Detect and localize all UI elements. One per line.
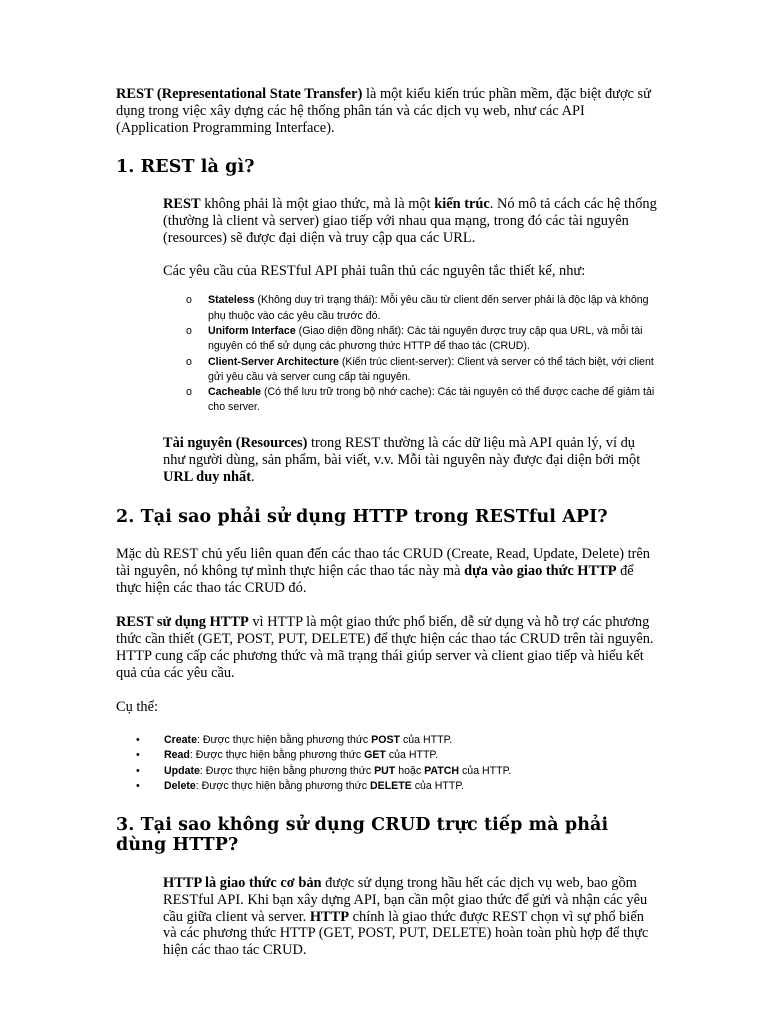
bullet-icon: • [136, 749, 140, 762]
principle-desc: (Không duy trì trạng thái): Mỗi yêu cầu từ client đến server phải là độc lập và không phụ thuộc vào các yêu cầu trước đó. [208, 294, 649, 322]
text-span: : Được thực hiện bằng phương thức [189, 749, 365, 762]
text-span: : Được thực hiện bằng phương thức [196, 733, 372, 746]
rest-definition-paragraph [163, 196, 658, 247]
text-span: . [250, 468, 255, 485]
text-span: : Được thực hiện bằng phương thức [199, 764, 375, 777]
bold-http-reliance: dựa vào giao thức HTTP [464, 563, 617, 580]
bold-kien-truc: kiến trúc [434, 195, 490, 212]
text-span: chính là giao thức được REST chọn vì sự phổ biến và các phương thức HTTP (GET, POST, PUT, DELETE) hoàn toàn phù hợp để thực hiện các thao tác CRUD. [163, 908, 649, 959]
section-3-body [116, 875, 658, 960]
resources-block [116, 435, 658, 486]
circle-bullet-icon: o [186, 294, 192, 307]
bold-resources: Tài nguyên (Resources) [163, 434, 308, 451]
http-method: GET [364, 749, 386, 762]
intro-term: REST (Representational State Transfer) [116, 86, 363, 102]
list-item [136, 733, 658, 749]
list-item [136, 779, 658, 795]
section-1-heading: 1. REST là gì? [116, 156, 255, 177]
bullet-icon: • [136, 733, 140, 746]
list-item [162, 324, 658, 355]
bold-rest: REST [163, 195, 201, 212]
principle-name: Uniform Interface [208, 324, 296, 337]
crud-paragraph [116, 546, 658, 597]
intro-text: là một kiểu kiến trúc phần mềm, đặc biệt được sử dụng trong việc xây dựng các hệ thống phân tán và các dịch vụ web, như các API (Application Programming Interface). [116, 86, 651, 136]
section-3-heading: 3. Tại sao không sử dụng CRUD trực tiếp mà phải dùng HTTP? [116, 814, 609, 855]
principle-desc: (Giao diện đồng nhất): Các tài nguyên được truy cập qua URL, và mỗi tài nguyên có thể sử dụng các phương thức HTTP để thao tác (CRUD). [208, 324, 643, 353]
http-method: POST [371, 733, 401, 746]
text-span: vì HTTP là một giao thức phổ biến, dễ sử dụng và hỗ trợ các phương thức cần thiết (GET, POST, PUT, DELETE) để thực hiện các thao tác CRUD trên tài nguyên. HTTP cung cấp các phương thức và mã trạng thái giúp server và client giao tiếp và hiểu kết quả của các yêu cầu. [116, 614, 654, 681]
rest-uses-http-paragraph [116, 614, 658, 682]
http-basic-paragraph [163, 875, 658, 960]
bold-http: HTTP [309, 908, 350, 925]
text-span: : Được thực hiện bằng phương thức [195, 780, 370, 793]
intro-paragraph [116, 86, 658, 137]
http-method: PUT [374, 764, 396, 777]
principle-name: Client-Server Architecture [208, 355, 339, 368]
principle-desc: (Có thể lưu trữ trong bộ nhớ cache): Các tài nguyên có thể được cache để giảm tải cho server. [208, 386, 655, 414]
text-span: của HTTP. [385, 749, 439, 762]
principles-list [116, 293, 658, 415]
text-span: trong REST thường là các dữ liệu mà API quản lý, ví dụ như người dùng, sản phẩm, bài viết, v.v. Mỗi tài nguyên này được đại diện bởi một [163, 434, 641, 468]
text-span: được sử dụng trong hầu hết các dịch vụ web, bao gồm RESTful API. Khi bạn xây dựng API, bạn cần một giao thức để gửi và nhận các yêu cầu giữa client và server. [163, 874, 648, 925]
list-item [136, 764, 658, 780]
circle-bullet-icon: o [186, 355, 192, 368]
crud-op: Create [164, 733, 197, 746]
bullet-icon: • [136, 780, 140, 793]
text-span: Mặc dù REST chủ yếu liên quan đến các thao tác CRUD (Create, Read, Update, Delete) trên tài nguyên, nó không tự mình thực hiện các thao tác này mà [116, 546, 650, 580]
circle-bullet-icon: o [186, 386, 192, 399]
text-span: để thực hiện các thao tác CRUD đó. [116, 563, 634, 597]
section-1-body [116, 196, 658, 281]
http-method: PATCH [424, 764, 460, 777]
crud-op: Read [164, 749, 190, 762]
list-item [136, 748, 658, 764]
list-item [162, 385, 658, 416]
section-2-heading: 2. Tại sao phải sử dụng HTTP trong RESTful API? [116, 507, 608, 528]
circle-bullet-icon: o [186, 324, 192, 337]
text-span: . Nó mô tả cách các hệ thống (thường là client và server) giao tiếp với nhau qua mạng, trong đó các tài nguyên (resources) sẽ được đại diện và truy cập qua các URL. [163, 195, 657, 246]
principle-name: Stateless [208, 294, 255, 307]
resources-paragraph [163, 435, 658, 486]
bold-http-basic: HTTP là giao thức cơ bản [163, 874, 322, 891]
crud-op: Delete [164, 780, 196, 793]
list-item [162, 355, 658, 386]
text-span: hoặc [395, 764, 425, 777]
text-span: của HTTP. [459, 764, 512, 777]
http-method: DELETE [369, 780, 412, 793]
specifically-label: Cụ thể: [116, 698, 158, 715]
text-span: của HTTP. [411, 780, 464, 793]
crud-op: Update [164, 764, 200, 777]
requirements-paragraph: Các yêu cầu của RESTful API phải tuân thủ các nguyên tắc thiết kế, như: [163, 263, 586, 280]
bullet-icon: • [136, 764, 140, 777]
list-item [162, 293, 658, 324]
crud-methods-list [116, 733, 658, 795]
text-span: không phải là một giao thức, mà là một [200, 195, 435, 212]
bold-url: URL duy nhất [163, 468, 251, 485]
bold-rest-http: REST sử dụng HTTP [116, 614, 249, 631]
principle-desc: (Kiến trúc client-server): Client và server có thể tách biệt, với client gửi yêu cầu và server cung cấp tài nguyên. [208, 355, 654, 383]
principle-name: Cacheable [208, 386, 261, 399]
text-span: của HTTP. [400, 733, 453, 746]
